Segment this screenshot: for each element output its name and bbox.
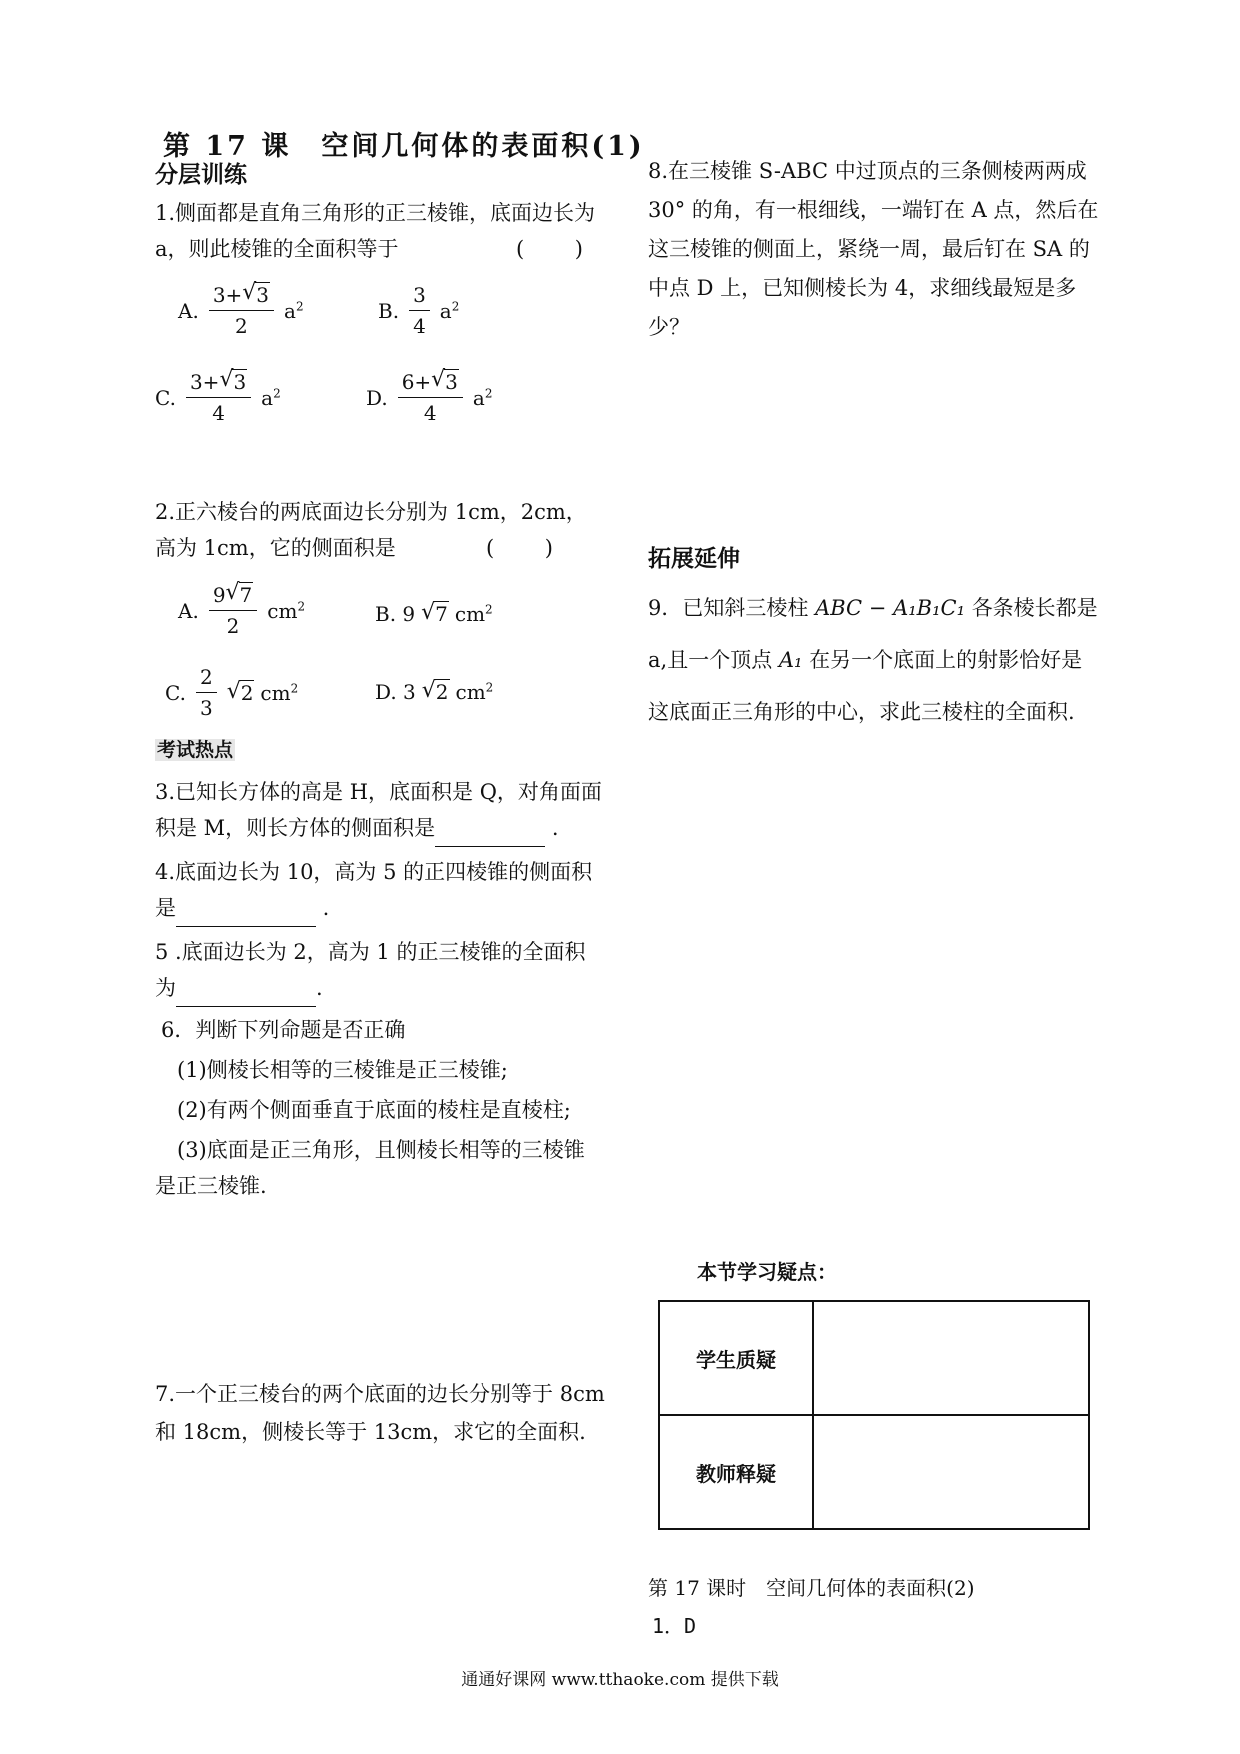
- teacher-answer-cell[interactable]: [813, 1415, 1089, 1529]
- section-heading-practice: 分层训练: [155, 162, 247, 188]
- student-question-cell[interactable]: [813, 1301, 1089, 1415]
- section-heading-exam: 考试热点: [157, 739, 234, 761]
- question-1: [155, 195, 605, 267]
- q1-option-c: C. $\frac{3+√ 3}{4}$ $a^2$: [155, 367, 281, 428]
- question-8: 8.在三棱锥 S-ABC 中过顶点的三条侧棱两两成 30° 的角，有一根细线，一端钉在 A 点，然后在这三棱锥的侧面上，紧绕一周，最后钉在 SA 的中点 D 上，已知侧棱长为 4，求细线最短是多少？: [648, 159, 1099, 339]
- q2-option-a: A. $\frac{9√ 7}{2}$ $cm^2$: [178, 580, 305, 641]
- answer-blank: [176, 970, 316, 1007]
- question-6-statement-2: (2)有两个侧面垂直于底面的棱柱是直棱柱;: [177, 1098, 571, 1122]
- doubts-table: [658, 1300, 1090, 1530]
- q2-option-b: B. 9 √ 7 $cm^2$: [375, 602, 493, 626]
- page-footer: 通通好课网 www.tthaoke.com 提供下载: [461, 1670, 779, 1690]
- doubts-heading: 本节学习疑点：: [697, 1260, 837, 1284]
- fraction: $\frac{3}{4}$: [409, 280, 430, 341]
- fraction: $\frac{6+√ 3}{4}$: [398, 367, 463, 428]
- q1-option-d: D. $\frac{6+√ 3}{4}$ $a^2$: [366, 367, 492, 428]
- question-6-statement-1: (1)侧棱长相等的三棱锥是正三棱锥;: [177, 1058, 508, 1082]
- fraction: $\frac{3+√ 3}{4}$: [186, 367, 251, 428]
- question-2: [155, 494, 605, 566]
- math-expression: A₁: [778, 648, 803, 672]
- q1-option-a: A. $\frac{3+√ 3}{2}$ $a^2$: [178, 280, 304, 341]
- q2-option-d: D. 3 √ 2 $cm^2$: [375, 680, 493, 704]
- answer-blank: [176, 890, 316, 927]
- question-6: 6．判断下列命题是否正确: [161, 1018, 406, 1042]
- question-6-statement-3: (3)底面是正三角形，且侧棱长相等的三棱锥是正三棱锥.: [155, 1138, 585, 1198]
- table-row: [659, 1415, 1089, 1529]
- answer-section-title: 第 17 课时 空间几何体的表面积(2): [648, 1576, 975, 1600]
- question-4: 4.底面边长为 10，高为 5 的正四棱锥的侧面积是 .: [155, 854, 605, 927]
- answer-1: 1．D: [652, 1614, 697, 1638]
- question-1-text: 1.侧面都是直角三角形的正三棱锥，底面边长为 a，则此棱锥的全面积等于: [155, 201, 596, 261]
- section-heading-extension: 拓展延伸: [648, 546, 740, 572]
- question-5: 5 .底面边长为 2，高为 1 的正三棱锥的全面积为 .: [155, 934, 605, 1007]
- teacher-answer-label: 教师释疑: [659, 1415, 813, 1529]
- answer-blank: [435, 810, 545, 847]
- fraction: $\frac{9√ 7}{2}$: [209, 580, 257, 641]
- table-row: [659, 1301, 1089, 1415]
- question-3: 3.已知长方体的高是 H，底面积是 Q，对角面面积是 M，则长方体的侧面积是 .: [155, 774, 605, 847]
- fraction: $\frac{2}{3}$: [196, 662, 217, 723]
- answer-paren: ( ): [485, 536, 575, 560]
- math-expression: ABC − A₁B₁C₁: [815, 596, 965, 620]
- student-question-label: 学生质疑: [659, 1301, 813, 1415]
- answer-paren: ( ): [515, 237, 605, 261]
- fraction: $\frac{3+√ 3}{2}$: [209, 280, 274, 341]
- page-title: 第 17 课 空间几何体的表面积(1): [163, 131, 645, 162]
- q1-option-b: B. $\frac{3}{4}$ $a^2$: [378, 280, 459, 341]
- question-7: 7.一个正三棱台的两个底面的边长分别等于 8cm 和 18cm，侧棱长等于 13cm，求它的全面积.: [155, 1382, 605, 1444]
- question-2-text: 2.正六棱台的两底面边长分别为 1cm，2cm，高为 1cm，它的侧面积是: [155, 500, 587, 560]
- q2-option-c: C. $\frac{2}{3}$ √ 2 $cm^2$: [165, 662, 298, 723]
- question-9: 9．已知斜三棱柱 ABC − A₁B₁C₁ 各条棱长都是 a,且一个顶点 A₁ 在另一个底面上的射影恰好是这底面正三角形的中心，求此三棱柱的全面积.: [648, 596, 1098, 724]
